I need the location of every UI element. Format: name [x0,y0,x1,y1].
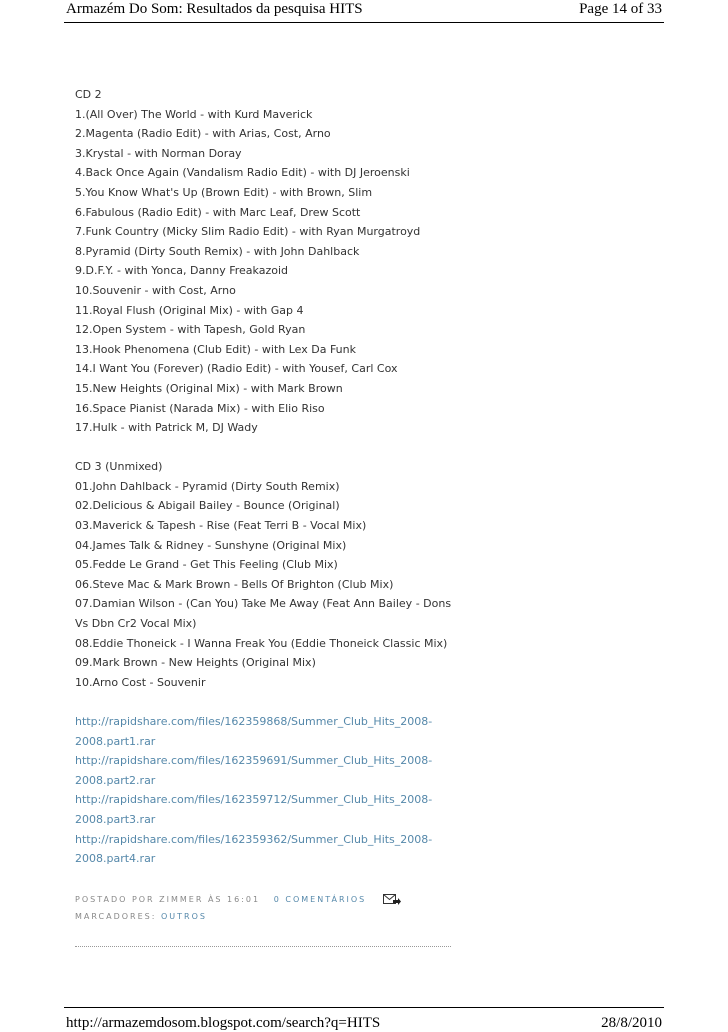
track-item: 04.James Talk & Ridney - Sunshyne (Original Mix) [75,538,347,552]
track-item: 13.Hook Phenomena (Club Edit) - with Lex Da Funk [75,342,356,356]
cd3-track-list [75,477,465,693]
spacer [75,438,465,458]
track-item: 6.Fabulous (Radio Edit) - with Marc Leaf, Drew Scott [75,205,361,219]
post-separator [75,946,451,947]
label-link[interactable]: OUTROS [160,912,207,921]
track-item: 10.Souvenir - with Cost, Arno [75,283,236,297]
track-item: 06.Steve Mac & Mark Brown - Bells Of Brighton (Club Mix) [75,577,394,591]
source-url: http://armazemdosom.blogspot.com/search?q=HITS [66,1015,381,1031]
download-link[interactable]: http://rapidshare.com/files/162359712/Summer_Club_Hits_2008- [75,793,433,807]
download-link[interactable]: http://rapidshare.com/files/162359691/Summer_Club_Hits_2008- [75,754,433,768]
post-footer [75,891,465,925]
track-item: 7.Funk Country (Micky Slim Radio Edit) - with Ryan Murgatroyd [75,225,421,239]
header-rule [64,22,664,23]
track-item: 15.New Heights (Original Mix) - with Mark Brown [75,381,343,395]
track-item: 07.Damian Wilson - (Can You) Take Me Away (Feat Ann Bailey - Dons [75,597,452,611]
track-item: 8.Pyramid (Dirty South Remix) - with John Dahlback [75,244,360,258]
cd2-track-list [75,105,465,438]
track-item: 9.D.F.Y. - with Yonca, Danny Freakazoid [75,264,288,278]
document-title: Armazém Do Som: Resultados da pesquisa HITS [66,1,363,17]
print-date: 28/8/2010 [601,1015,662,1031]
download-link[interactable]: 2008.part2.rar [75,773,156,787]
track-item: 11.Royal Flush (Original Mix) - with Gap 4 [75,303,304,317]
track-item: 2.Magenta (Radio Edit) - with Arias, Cost, Arno [75,127,331,141]
track-item: 01.John Dahlback - Pyramid (Dirty South Remix) [75,479,340,493]
track-item: 09.Mark Brown - New Heights (Original Mix) [75,656,316,670]
track-item: 1.(All Over) The World - with Kurd Maverick [75,107,313,121]
comments-link[interactable]: 0 COMENTÁRIOS [273,895,367,904]
footer-rule [64,1007,664,1008]
cd2-heading: CD 2 [75,88,102,101]
track-item: 02.Delicious & Abigail Bailey - Bounce (Original) [75,499,340,513]
pdf-header [0,0,728,22]
download-link[interactable]: 2008.part3.rar [75,812,156,826]
pdf-footer [0,1005,728,1030]
post-footer-line-2 [75,908,465,925]
download-link[interactable]: http://rapidshare.com/files/162359868/Summer_Club_Hits_2008- [75,715,433,728]
posted-by: POSTADO POR ZIMMER ÀS 16:01 [75,895,261,904]
download-links [75,712,465,869]
track-item: 14.I Want You (Forever) (Radio Edit) - with Yousef, Carl Cox [75,362,398,376]
download-link[interactable]: http://rapidshare.com/files/162359362/Summer_Club_Hits_2008- [75,832,433,846]
track-item: 4.Back Once Again (Vandalism Radio Edit) - with DJ Jeroenski [75,166,410,180]
track-item: 3.Krystal - with Norman Doray [75,146,242,160]
track-item: 05.Fedde Le Grand - Get This Feeling (Club Mix) [75,558,338,572]
email-post-icon[interactable] [383,893,401,906]
track-item: 03.Maverick & Tapesh - Rise (Feat Terri B - Vocal Mix) [75,519,367,533]
page-number: Page 14 of 33 [579,1,662,17]
post-body [75,85,465,869]
download-link[interactable]: 2008.part4.rar [75,852,156,866]
track-item: 12.Open System - with Tapesh, Gold Ryan [75,323,306,337]
download-link[interactable]: 2008.part1.rar [75,734,156,748]
track-item: 16.Space Pianist (Narada Mix) - with Elio Riso [75,401,325,415]
track-item: 5.You Know What's Up (Brown Edit) - with Brown, Slim [75,185,373,199]
cd3-heading: CD 3 (Unmixed) [75,460,163,474]
track-item: 17.Hulk - with Patrick M, DJ Wady [75,421,258,435]
post-footer-line-1 [75,891,465,908]
labels-prefix: MARCADORES: [75,912,157,921]
track-item: 08.Eddie Thoneick - I Wanna Freak You (Eddie Thoneick Classic Mix) [75,636,448,650]
spacer [75,692,465,712]
track-item: 10.Arno Cost - Souvenir [75,675,206,689]
track-item: Vs Dbn Cr2 Vocal Mix) [75,617,197,631]
